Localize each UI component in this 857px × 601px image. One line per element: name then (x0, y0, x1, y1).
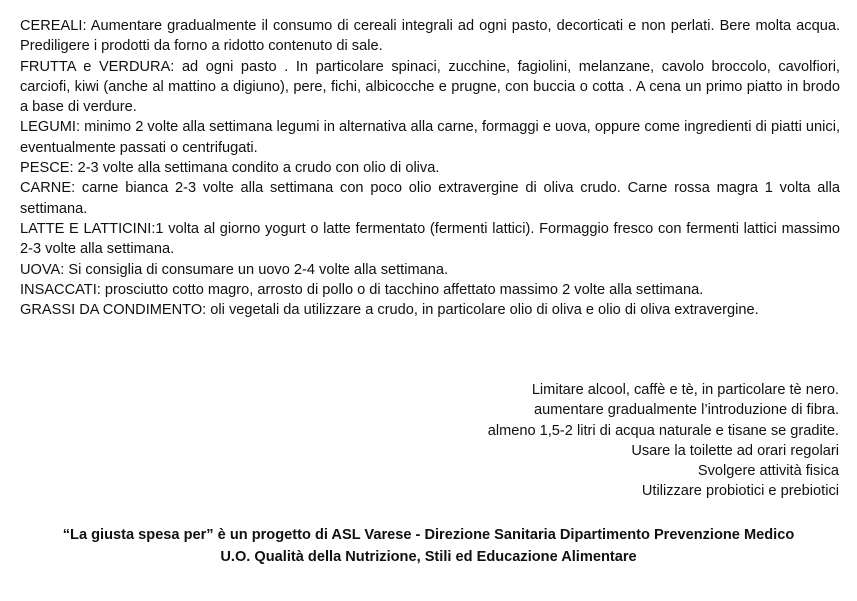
tip-acqua: almeno 1,5-2 litri di acqua naturale e tisane se gradite. (487, 422, 839, 439)
recommendation-pesce: PESCE: 2-3 volte alla settimana condito a crudo con olio di oliva. (20, 160, 440, 177)
recommendation-insaccati: INSACCATI: prosciutto cotto magro, arrosto di pollo o di tacchino affettato massimo 2 volte alla settimana. (20, 281, 704, 298)
footer-unit-name: U.O. Qualità della Nutrizione, Stili ed Educazione Alimentare (220, 549, 637, 565)
tip-probiotici: Utilizzare probiotici e prebiotici (641, 483, 839, 500)
project-footer (0, 524, 857, 568)
recommendation-frutta-verdura: FRUTTA e VERDURA: ad ogni pasto . In particolare spinaci, zucchine, fagiolini, melanzane, cavolo broccolo, cavolfiori, carciofi, kiwi (anche al mattino a digiuno), pere, fichi, albicocche e prugne, con buccia o cotta . A cena un primo piatto in brodo a base di verdure. (20, 58, 840, 116)
recommendation-uova: UOVA: Si consiglia di consumare un uovo 2-4 volte alla settimana. (20, 261, 449, 278)
recommendation-cereali: CEREALI: Aumentare gradualmente il consumo di cereali integrali ad ogni pasto, decorticati e non perlati. Bere molta acqua. Prediligere i prodotti da forno a ridotto contenuto di sale. (20, 18, 840, 55)
footer-project-credit: “La giusta spesa per” è un progetto di ASL Varese - Direzione Sanitaria Dipartimento Prevenzione Medico (62, 527, 795, 543)
tip-toilette: Usare la toilette ad orari regolari (631, 442, 839, 459)
recommendation-carne: CARNE: carne bianca 2-3 volte alla settimana con poco olio extravergine di oliva crudo. Carne rossa magra 1 volta alla settimana. (20, 180, 840, 217)
tip-attivita-fisica: Svolgere attività fisica (697, 463, 839, 480)
tip-alcool-caffe: Limitare alcool, caffè e tè, in particolare tè nero. (531, 382, 839, 398)
recommendation-grassi: GRASSI DA CONDIMENTO: oli vegetali da utilizzare a crudo, in particolare olio di oliva e olio di oliva extravergine. (20, 302, 759, 319)
recommendation-latte-latticini: LATTE E LATTICINI:1 volta al giorno yogurt o latte fermentato (fermenti lattici). Formaggio fresco con fermenti lattici massimo 2-3 volte alla settimana. (20, 220, 840, 258)
nutrition-recommendations (20, 16, 840, 320)
tip-fibra: aumentare gradualmente l’introduzione di fibra. (533, 402, 839, 419)
recommendation-legumi: LEGUMI: minimo 2 volte alla settimana legumi in alternativa alla carne, formaggi e uova, oppure come ingredienti di piatti unici, eventualmente passati o centrifugati. (20, 119, 840, 156)
lifestyle-tips (379, 380, 839, 502)
